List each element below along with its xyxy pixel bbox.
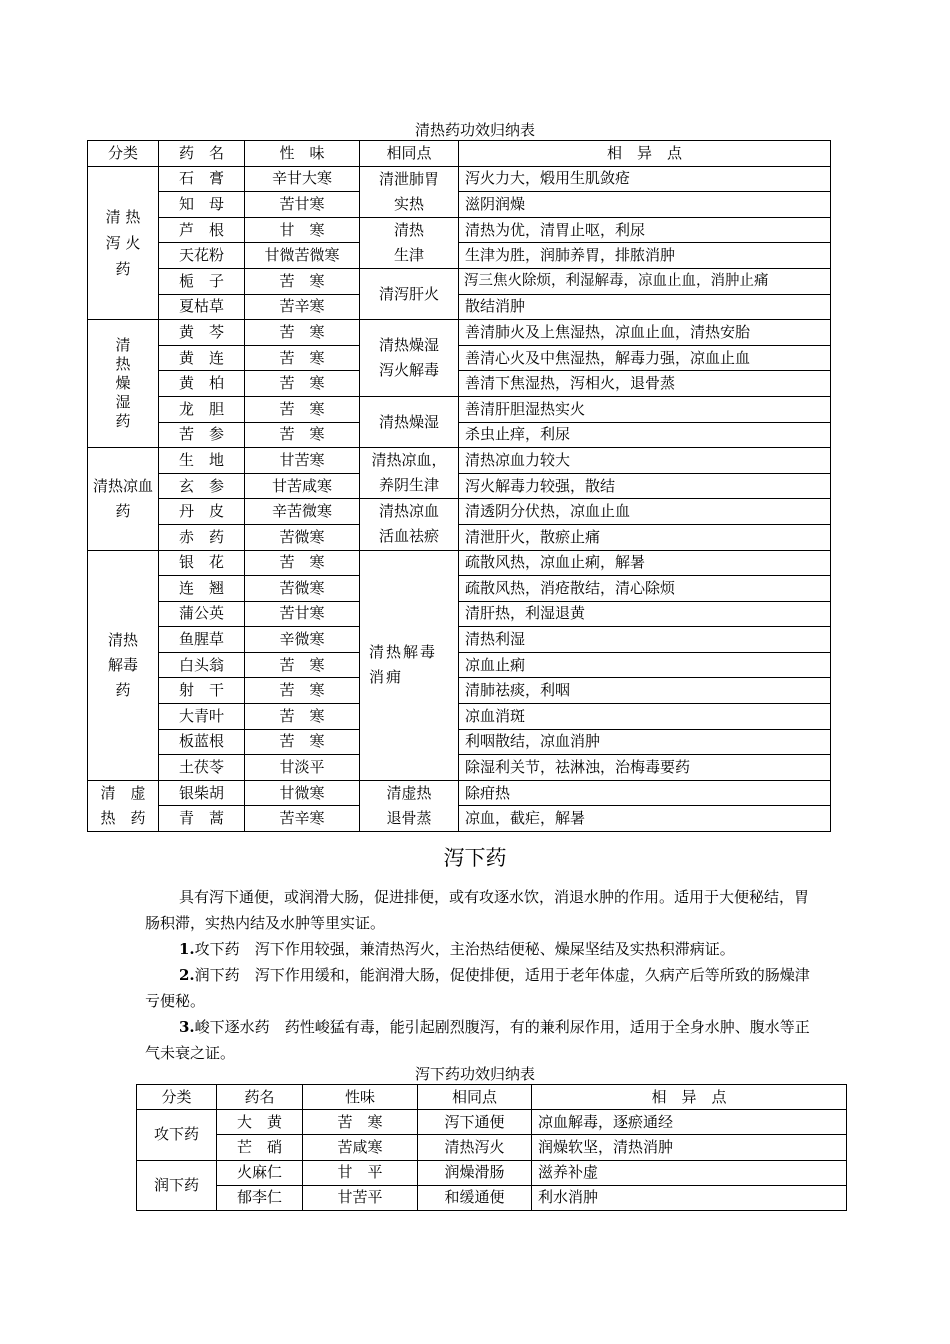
table-row [88, 396, 831, 422]
drug-taste: 苦 寒 [245, 704, 360, 730]
drug-name: 石 膏 [159, 166, 245, 192]
drug-diff: 散结消肿 [459, 294, 831, 320]
table-row [137, 1135, 847, 1160]
drug-taste: 苦 寒 [245, 678, 360, 704]
same-cell [360, 780, 459, 831]
drug-diff: 清热凉血力较大 [459, 448, 831, 474]
drug-name: 白头翁 [159, 652, 245, 678]
drug-name: 火麻仁 [217, 1160, 303, 1185]
drug-taste: 辛微寒 [245, 627, 360, 653]
drug-taste: 辛甘大寒 [245, 166, 360, 192]
header-cell: 相同点 [418, 1085, 532, 1110]
drug-name: 丹 皮 [159, 499, 245, 525]
item-text: 药性峻猛有毒，能引起剧烈腹泻，有的兼利尿作用，适用于全身水肿、腹水等正气未衰之证。 [145, 1018, 810, 1062]
drug-taste: 苦 寒 [303, 1110, 418, 1135]
item-text: 泻下作用较强，兼清热泻火，主治热结便秘、燥屎坚结及实热积滞病证。 [239, 940, 735, 958]
drug-name: 夏枯草 [159, 294, 245, 320]
table1-header-row [88, 141, 831, 167]
drug-diff: 善清肝胆湿热实火 [459, 396, 831, 422]
table1-caption: 清热药功效归纳表 [414, 121, 535, 139]
drug-taste: 苦甘寒 [245, 192, 360, 218]
drug-diff: 滋养补虚 [532, 1160, 847, 1185]
table-row [88, 345, 831, 371]
drug-taste: 辛苦微寒 [245, 499, 360, 525]
table-row [137, 1110, 847, 1135]
drug-taste: 苦辛寒 [245, 294, 360, 320]
same-cell [360, 320, 459, 397]
table-row [88, 780, 831, 806]
same-label: 清热凉血活血祛瘀 [378, 502, 439, 546]
section-item [145, 962, 815, 1014]
drug-taste: 甘 寒 [245, 217, 360, 243]
drug-name: 栀 子 [159, 268, 245, 294]
drug-diff: 利水消肿 [532, 1185, 847, 1210]
same-cell [360, 166, 459, 217]
category-label: 清热凉血药 [92, 476, 153, 520]
same-cell [360, 499, 459, 550]
table-row [88, 294, 831, 320]
category-label: 清热燥湿药 [115, 336, 131, 431]
item-name: 润下药 [194, 966, 240, 984]
header-cell: 性 味 [245, 141, 360, 167]
table-row [88, 652, 831, 678]
drug-diff: 除湿利关节，祛淋浊，治梅毒要药 [459, 755, 831, 781]
drug-diff: 泻三焦火除烦，利湿解毒，凉血止血，消肿止痛 [459, 268, 831, 294]
same-cell [360, 448, 459, 499]
drug-taste: 苦甘寒 [245, 601, 360, 627]
drug-taste: 苦 寒 [245, 371, 360, 397]
category-label: 清 热 泻 火 药 [105, 207, 141, 278]
header-cell: 相同点 [360, 141, 459, 167]
drug-taste: 甘 平 [303, 1160, 418, 1185]
same-cell: 清热泻火 [418, 1135, 532, 1160]
drug-diff: 疏散风热，消疮散结，清心除烦 [459, 576, 831, 602]
table2-caption: 泻下药功效归纳表 [414, 1065, 535, 1083]
drug-name: 大 黄 [217, 1110, 303, 1135]
drug-diff: 善清肺火及上焦湿热，凉血止血，清热安胎 [459, 320, 831, 346]
drug-diff: 善清心火及中焦湿热，解毒力强，凉血止血 [459, 345, 831, 371]
table-row [88, 524, 831, 550]
table-row [88, 678, 831, 704]
header-cell: 相 异 点 [532, 1085, 847, 1110]
drug-name: 玄 参 [159, 473, 245, 499]
drug-taste: 苦 寒 [245, 550, 360, 576]
table-row [88, 422, 831, 448]
table1 [87, 140, 831, 832]
table-row [88, 371, 831, 397]
same-label: 清热凉血，养阴生津 [371, 451, 447, 495]
same-cell: 泻下通便 [418, 1110, 532, 1135]
section-title: 泻下药 [443, 846, 507, 870]
drug-diff: 除疳热 [459, 780, 831, 806]
item-name: 攻下药 [194, 940, 240, 958]
same-label: 清泄肺胃实热 [378, 169, 439, 213]
table2 [136, 1084, 847, 1211]
drug-diff: 滋阴润燥 [459, 192, 831, 218]
category-label: 清 虚 热 药 [100, 783, 146, 827]
drug-name: 郁李仁 [217, 1185, 303, 1210]
table-row [88, 499, 831, 525]
header-cell: 分类 [88, 141, 159, 167]
item-number: 2. [179, 966, 195, 984]
drug-name: 黄 芩 [159, 320, 245, 346]
drug-taste: 甘苦寒 [245, 448, 360, 474]
same-cell: 清热燥湿 [360, 396, 459, 447]
same-cell: 润燥滑肠 [418, 1160, 532, 1185]
drug-taste: 苦 寒 [245, 320, 360, 346]
table-row [88, 601, 831, 627]
table-row [88, 243, 831, 269]
drug-diff: 清肺祛痰，利咽 [459, 678, 831, 704]
drug-diff: 清热利湿 [459, 627, 831, 653]
drug-taste: 苦 寒 [245, 396, 360, 422]
drug-name: 银柴胡 [159, 780, 245, 806]
drug-name: 知 母 [159, 192, 245, 218]
drug-taste: 苦微寒 [245, 576, 360, 602]
drug-diff: 清肝热，利湿退黄 [459, 601, 831, 627]
drug-taste: 苦咸寒 [303, 1135, 418, 1160]
drug-diff: 清透阴分伏热，凉血止血 [459, 499, 831, 525]
table-row [88, 192, 831, 218]
drug-diff: 润燥软坚，清热消肿 [532, 1135, 847, 1160]
category-cell: 攻下药 [137, 1110, 217, 1160]
drug-taste: 甘微寒 [245, 780, 360, 806]
header-cell: 相 异 点 [459, 141, 831, 167]
drug-taste: 苦辛寒 [245, 806, 360, 832]
drug-name: 龙 胆 [159, 396, 245, 422]
category-label: 清热解毒药 [107, 630, 138, 699]
drug-taste: 苦 寒 [245, 422, 360, 448]
drug-taste: 苦 寒 [245, 652, 360, 678]
drug-taste: 甘淡平 [245, 755, 360, 781]
same-cell [360, 550, 459, 780]
drug-taste: 甘苦平 [303, 1185, 418, 1210]
section-item [145, 1014, 815, 1066]
table-row [88, 166, 831, 192]
drug-name: 天花粉 [159, 243, 245, 269]
category-cell [88, 448, 159, 550]
category-cell: 润下药 [137, 1160, 217, 1210]
drug-name: 银 花 [159, 550, 245, 576]
same-label: 清热解毒消痈 [369, 643, 438, 687]
category-cell [88, 780, 159, 831]
drug-diff: 凉血解毒，逐瘀通经 [532, 1110, 847, 1135]
drug-name: 黄 柏 [159, 371, 245, 397]
drug-name: 赤 药 [159, 524, 245, 550]
table-row [88, 704, 831, 730]
table-row [137, 1160, 847, 1185]
same-label: 清热燥湿泻火解毒 [378, 336, 439, 380]
drug-name: 黄 连 [159, 345, 245, 371]
drug-diff: 清泄肝火，散瘀止痛 [459, 524, 831, 550]
category-cell [88, 166, 159, 320]
header-cell: 药名 [217, 1085, 303, 1110]
drug-taste: 甘微苦微寒 [245, 243, 360, 269]
header-cell: 性味 [303, 1085, 418, 1110]
same-cell [360, 217, 459, 268]
drug-diff: 清热为优，清胃止呕，利尿 [459, 217, 831, 243]
item-name: 峻下逐水药 [194, 1018, 270, 1036]
drug-name: 鱼腥草 [159, 627, 245, 653]
header-cell: 药 名 [159, 141, 245, 167]
table-row [88, 473, 831, 499]
category-cell [88, 550, 159, 780]
table-row [88, 627, 831, 653]
drug-taste: 甘苦咸寒 [245, 473, 360, 499]
item-number: 1. [179, 940, 195, 958]
drug-taste: 苦 寒 [245, 345, 360, 371]
drug-diff: 善清下焦湿热，泻相火，退骨蒸 [459, 371, 831, 397]
drug-diff: 凉血消斑 [459, 704, 831, 730]
drug-name: 青 蒿 [159, 806, 245, 832]
drug-taste: 苦 寒 [245, 729, 360, 755]
drug-diff: 泻火解毒力较强，散结 [459, 473, 831, 499]
table-row [88, 320, 831, 346]
header-cell: 分类 [137, 1085, 217, 1110]
drug-diff: 杀虫止痒，利尿 [459, 422, 831, 448]
item-text: 泻下作用缓和，能润滑大肠，促使排便，适用于老年体虚，久病产后等所致的肠燥津亏便秘。 [145, 966, 810, 1010]
table-row [88, 217, 831, 243]
drug-name: 生 地 [159, 448, 245, 474]
table-row [88, 448, 831, 474]
drug-name: 土茯苓 [159, 755, 245, 781]
drug-name: 射 干 [159, 678, 245, 704]
drug-diff: 生津为胜，润肺养胃，排脓消肿 [459, 243, 831, 269]
same-cell: 和缓通便 [418, 1185, 532, 1210]
drug-diff: 凉血止痢 [459, 652, 831, 678]
drug-name: 连 翘 [159, 576, 245, 602]
item-number: 3. [179, 1018, 195, 1036]
drug-diff: 凉血，截疟，解暑 [459, 806, 831, 832]
table-row [88, 576, 831, 602]
same-cell: 清泻肝火 [360, 268, 459, 319]
drug-taste: 苦 寒 [245, 268, 360, 294]
table2-header-row [137, 1085, 847, 1110]
drug-name: 大青叶 [159, 704, 245, 730]
table-row [137, 1185, 847, 1210]
same-label: 清虚热退骨蒸 [386, 783, 432, 827]
section-intro: 具有泻下通便，或润滑大肠，促进排便，或有攻逐水饮，消退水肿的作用。适用于大便秘结，胃肠积滞，实热内结及水肿等里实证。 [145, 888, 810, 932]
table-row [88, 806, 831, 832]
drug-name: 芒 硝 [217, 1135, 303, 1160]
drug-name: 板蓝根 [159, 729, 245, 755]
section-item [145, 936, 815, 962]
same-label: 清热生津 [393, 220, 424, 264]
drug-diff: 泻火力大，煅用生肌敛疮 [459, 166, 831, 192]
table-row [88, 729, 831, 755]
drug-name: 芦 根 [159, 217, 245, 243]
drug-taste: 苦微寒 [245, 524, 360, 550]
drug-diff: 疏散风热，凉血止痢，解暑 [459, 550, 831, 576]
table-row [88, 550, 831, 576]
drug-name: 蒲公英 [159, 601, 245, 627]
category-cell [88, 320, 159, 448]
table-row [88, 755, 831, 781]
drug-name: 苦 参 [159, 422, 245, 448]
drug-diff: 利咽散结，凉血消肿 [459, 729, 831, 755]
table-row [88, 268, 831, 294]
